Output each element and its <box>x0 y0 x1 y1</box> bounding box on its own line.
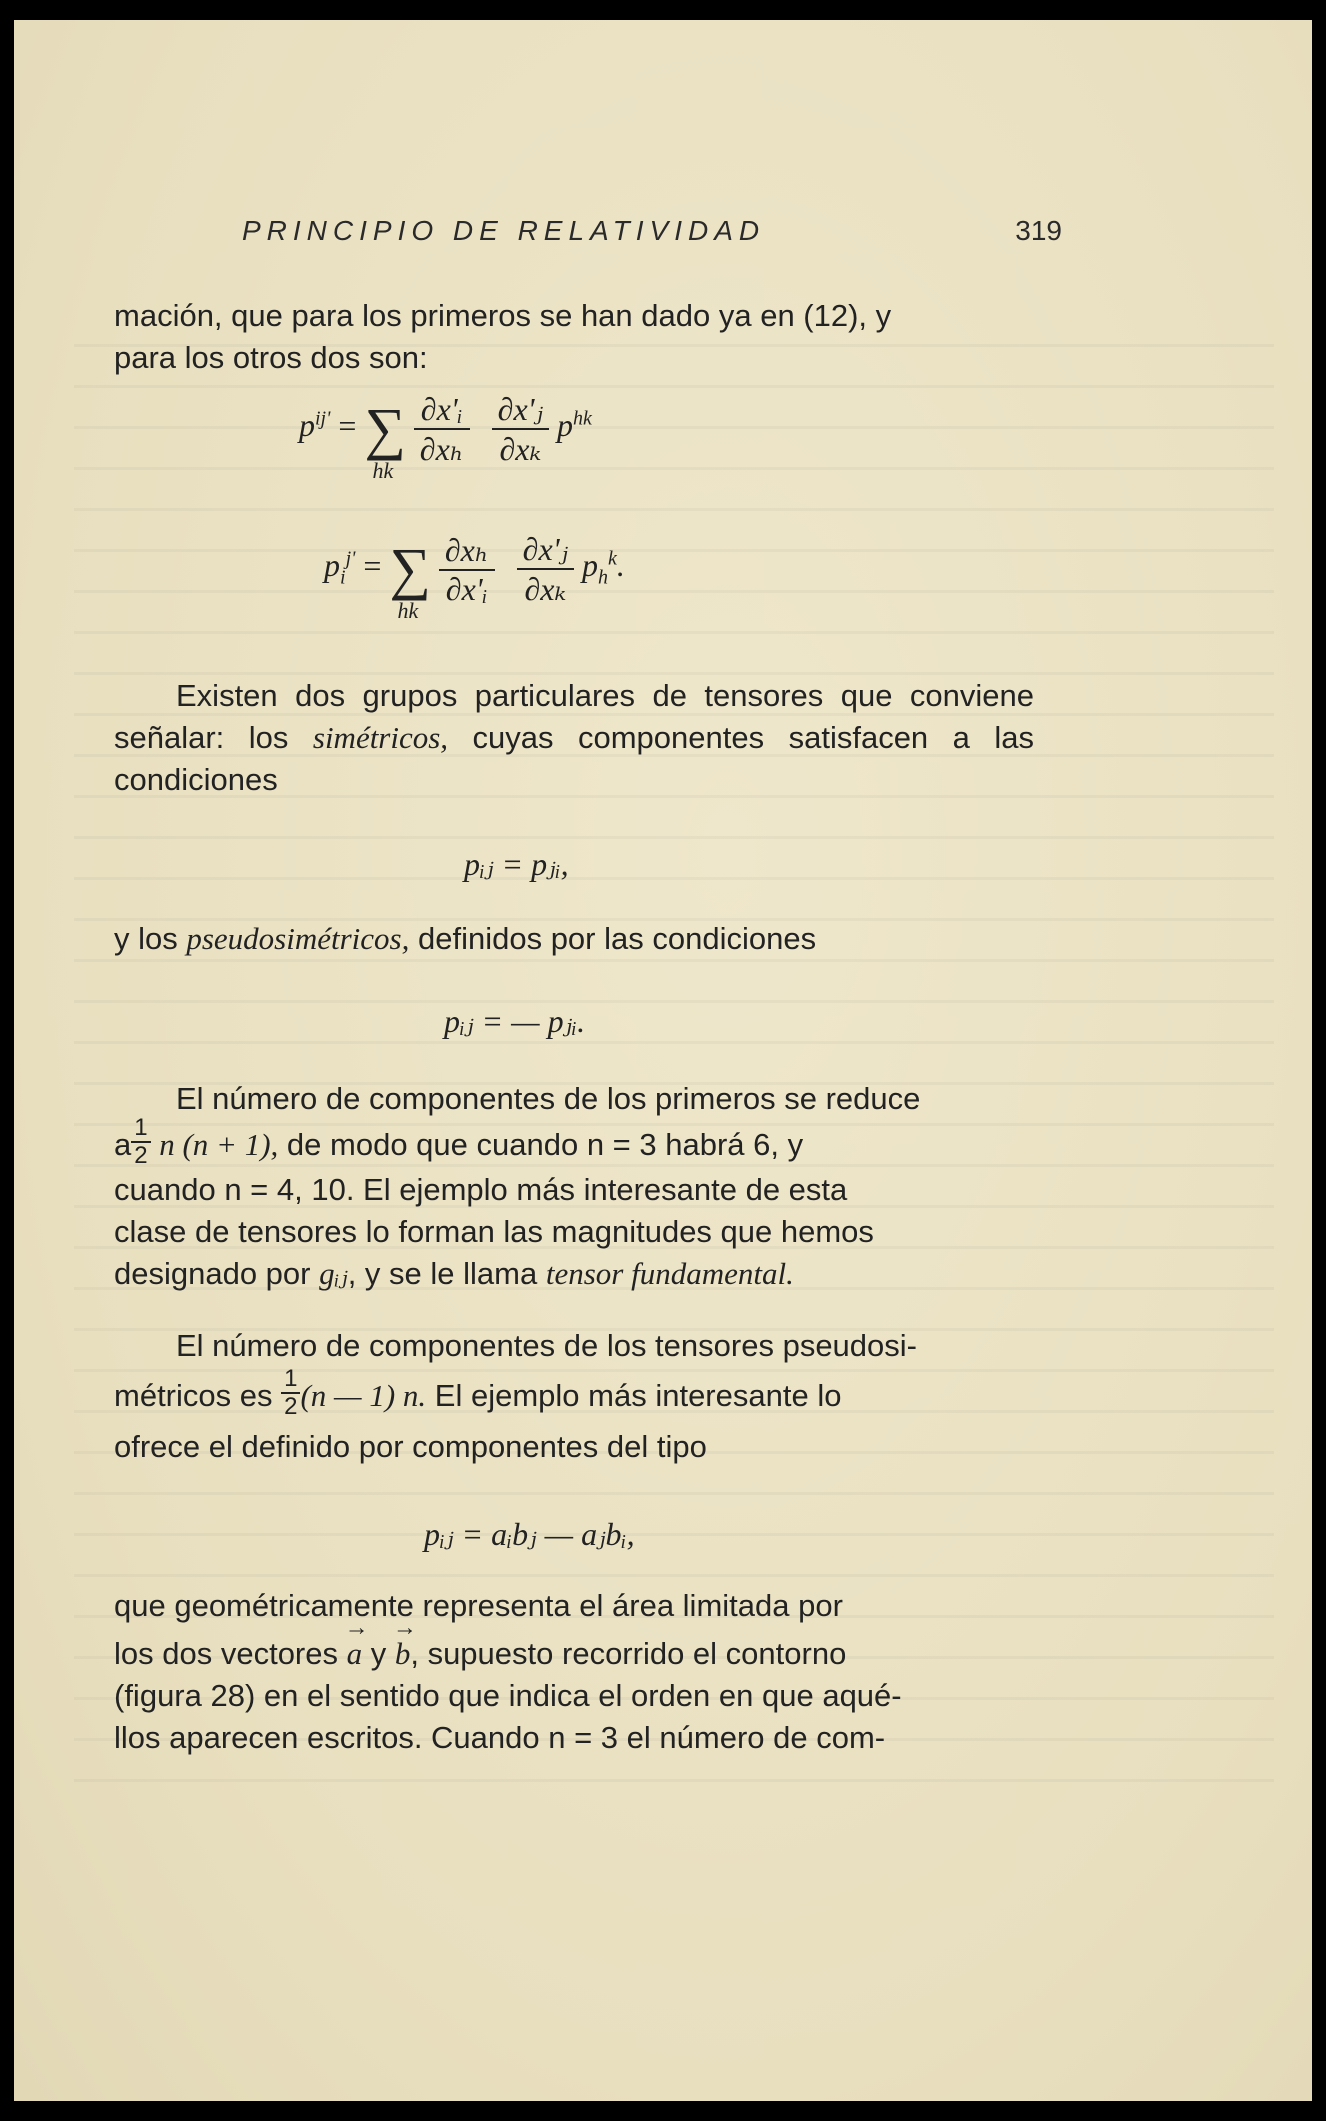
eq1-fraction-2: $\frac{\text{∂x'ⱼ}}{\text{∂xₖ}}$ <box>492 390 549 468</box>
vector-a: → a <box>347 1633 363 1675</box>
half-fraction: $\frac{1}{2}$ <box>281 1366 300 1420</box>
paragraph-1 <box>114 295 1034 379</box>
equation-5: pᵢⱼ = aᵢbⱼ — aⱼbᵢ, <box>424 1516 635 1552</box>
term-tensor-fundamental: tensor fundamental. <box>545 1255 794 1291</box>
paragraph-4: El número de componentes de los primeros se reduce a $\frac{1}{2}$ n (n + 1), de modo que cuando n = 3 habrá 6, y cuando n = 4, 10. El ejemplo más interesante de esta clase de tensores lo forman las magnitudes que hemos designado por gᵢⱼ, y se le llama tensor fundamental. <box>114 1081 921 1291</box>
paragraph-1-line-1: mación, que para los primeros se han dado ya en (12), y <box>114 298 892 333</box>
equation-3: pᵢⱼ = pⱼᵢ, <box>464 846 569 882</box>
eq2-lhs: $p_i^{j'}$ <box>324 547 356 589</box>
paragraph-3: y los pseudosimétricos, definidos por las condiciones <box>114 921 817 956</box>
equation-4: pᵢⱼ = — pⱼᵢ. <box>444 1003 586 1039</box>
eq2-fraction-2: $\frac{\text{∂x'ⱼ}}{\text{∂xₖ}}$ <box>517 530 574 608</box>
eq1-lhs: $p^{ij'}$ <box>299 407 331 444</box>
eq2-tail: $p_h^k$. <box>581 547 625 589</box>
equation-2: $p_i^{j'}$ = ∑ hk $\frac{\text{∂xₕ}}{\text{∂x'ᵢ}}$ $\frac{\text{∂x'ⱼ}}{\text{∂xₖ}}$ $p_h^k$. <box>324 531 625 623</box>
page-number: 319 <box>1015 215 1062 246</box>
page-header <box>242 215 1122 275</box>
half-fraction: $\frac{1}{2}$ <box>131 1115 150 1169</box>
term-pseudosimetricos: pseudosimétricos, <box>186 921 410 956</box>
eq2-fraction-1: $\frac{\text{∂xₕ}}{\text{∂x'ᵢ}}$ <box>439 531 495 608</box>
eq1-fraction-1: $\frac{\text{∂x'ᵢ}}{\text{∂xₕ}}$ <box>414 391 470 468</box>
book-page <box>14 20 1312 2101</box>
paragraph-1-line-2: para los otros dos son: <box>114 340 428 375</box>
running-title: PRINCIPIO DE RELATIVIDAD <box>242 215 766 246</box>
vector-b: → b <box>395 1633 411 1675</box>
paragraph-6: que geométricamente representa el área limitada por los dos vectores → a y → b, supuesto recorrido el contorno (figura 28) en el sentido que indica el orden en que aqué- llos aparecen escritos. Cuando n = 3 el número de com- <box>114 1585 1034 1759</box>
eq1-tail: $p^{hk}$ <box>556 407 592 444</box>
paragraph-5: El número de componentes de los tensores pseudosi- métricos es $\frac{1}{2}$ (n — 1) n. El ejemplo más interesante lo ofrece el definido por componentes del tipo <box>114 1328 917 1464</box>
paragraph-2: Existen dos grupos particulares de tensores que conviene señalar: los simétricos, cuyas componentes satisfacen a las condiciones <box>114 678 1034 797</box>
equation-1: $p^{ij'}$ = ∑ hk $\frac{\text{∂x'ᵢ}}{\text{∂xₕ}}$ $\frac{\text{∂x'ⱼ}}{\text{∂xₖ}}$ $p^{hk}$ <box>299 390 592 483</box>
term-simetricos: simétricos, <box>312 720 449 755</box>
summation-symbol: ∑ hk <box>364 395 406 483</box>
summation-symbol: ∑ hk <box>389 535 431 623</box>
